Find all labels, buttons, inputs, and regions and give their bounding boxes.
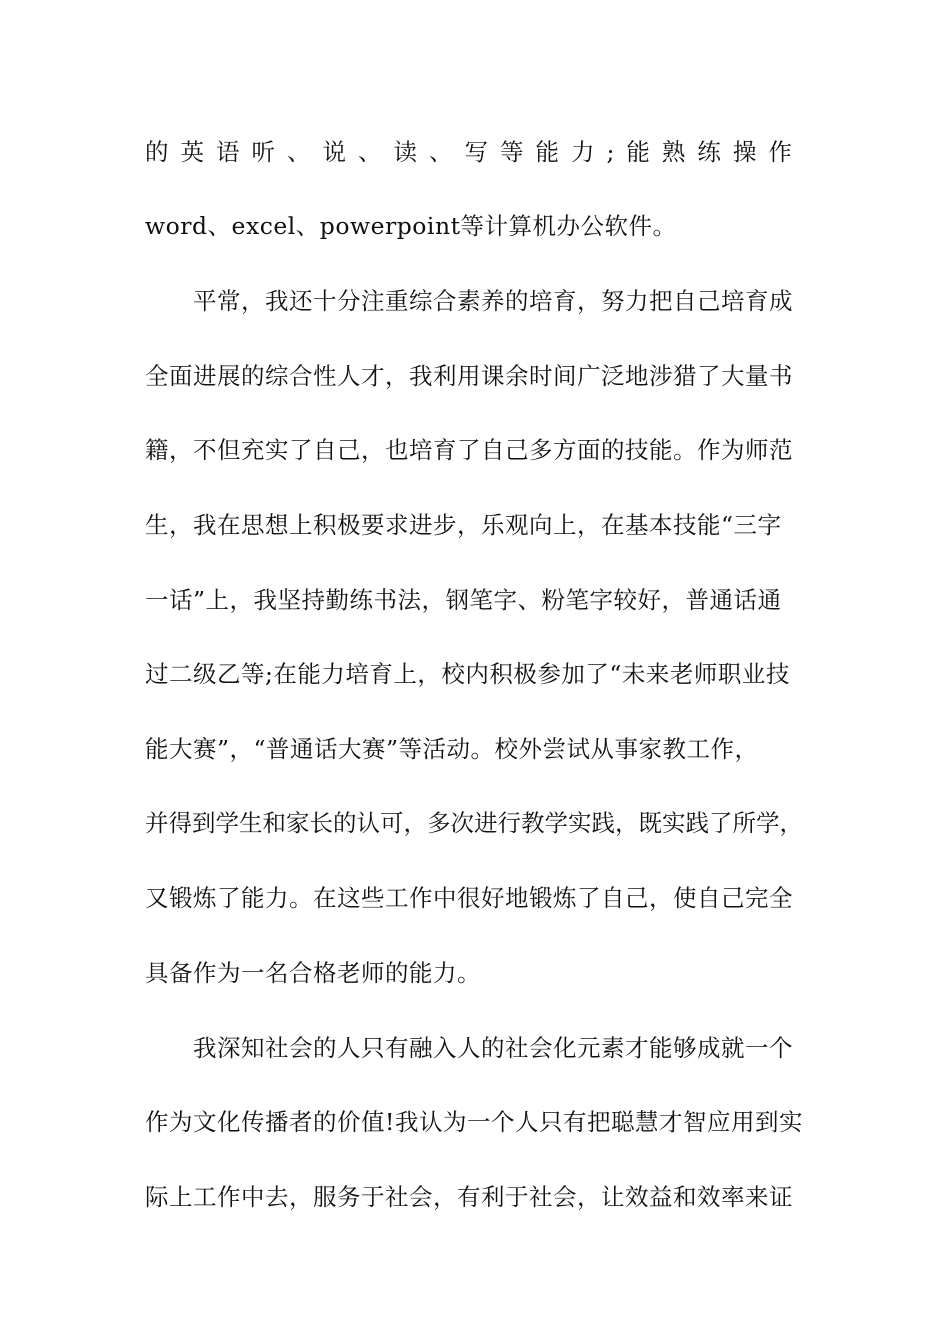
paragraph-line: 籍，不但充实了自己，也培育了自己多方面的技能。作为师范 [145,436,793,464]
paragraph-line: 作为文化传播者的价值!我认为一个人只有把聪慧才智应用到实 [145,1108,803,1136]
paragraph-line: 又锻炼了能力。在这些工作中很好地锻炼了自己，使自己完全 [145,884,793,912]
paragraph-line: 能大赛”，“普通话大赛”等活动。校外尝试从事家教工作， [145,735,759,763]
paragraph-line: 具备作为一名合格老师的能力。 [145,959,481,987]
paragraph-line: 际上工作中去，服务于社会，有利于社会，让效益和效率来证 [145,1183,793,1211]
paragraph-line: 并得到学生和家长的认可，多次进行教学实践，既实践了所学， [145,809,803,837]
paragraph-line: 全面进展的综合性人才，我利用课余时间广泛地涉猎了大量书 [145,362,793,390]
paragraph-line: 生，我在思想上积极要求进步，乐观向上，在基本技能“三字 [145,511,782,539]
paragraph-line: word、excel、powerpoint等计算机办公软件。 [145,212,677,240]
paragraph-line: 平常，我还十分注重综合素养的培育，努力把自己培育成 [193,287,793,315]
paragraph-line: 过二级乙等;在能力培育上，校内积极参加了“未来老师职业技 [145,660,790,688]
paragraph-line: 我深知社会的人只有融入人的社会化元素才能够成就一个 [193,1034,793,1062]
paragraph-line: 一话”上，我坚持勤练书法，钢笔字、粉笔字较好，普通话通 [145,586,782,614]
paragraph-line: 的英语听、说、读、写等能力;能熟练操作 [145,138,804,166]
